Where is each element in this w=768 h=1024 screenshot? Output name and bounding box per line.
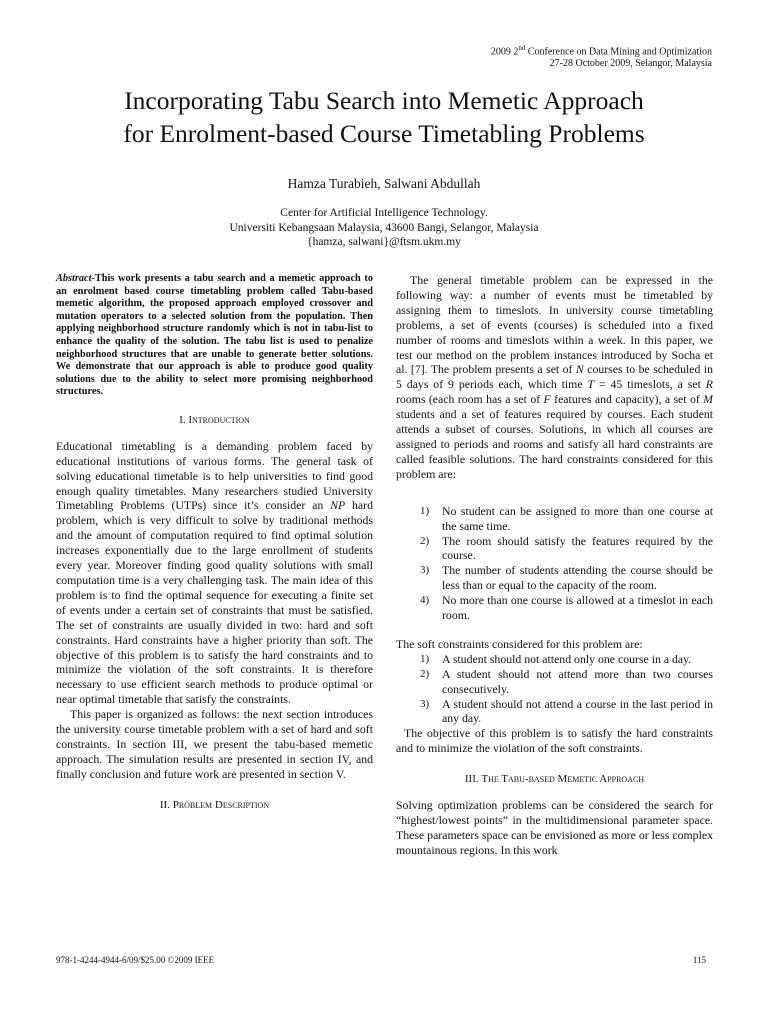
abstract-text: This work presents a tabu search and a memetic approach to an enrolment based course timetabling problem called Tabu-based memetic algorithm, the proposed approach employed crossover and mutation operators to a selected solution from the population. Then applying neighborhood structure randomly which is not in tabu-list to enhance the quality of the solution. The tabu list is used to penalize neighborhood structures that are unable to generate better solutions. We demonstrate that our approach is able to produce good quality solutions due to the ability to select more promising neighborhood structures. — [56, 273, 373, 398]
section-heading-problem-description: II. Problem Description — [159, 798, 270, 811]
list-item: 4) No more than one course is allowed at a timeslot in each room. — [420, 593, 713, 623]
authors: Hamza Turabieh, Salwani Abdullah — [287, 176, 481, 191]
paper-title — [40, 84, 728, 150]
list-item: 1) No student can be assigned to more than one course at the same time. — [420, 503, 713, 533]
affiliation-line-2: Universiti Kebangsaan Malaysia, 43600 Bangi, Selangor, Malaysia — [229, 221, 539, 234]
list-item: 1) A student should not attend only one course in a day. — [420, 651, 692, 666]
section-heading-tabu-memetic: III. The Tabu-based Memetic Approach — [464, 773, 645, 786]
left-column — [56, 273, 373, 824]
section-heading-introduction: I. Introduction — [179, 413, 250, 426]
conference-dates: 27-28 October 2009, Selangor, Malaysia — [549, 58, 712, 70]
affiliation-email: {hamza, salwani}@ftsm.ukm.my — [307, 236, 461, 248]
soft-constraints-list — [396, 652, 713, 727]
list-item: 3) A student should not attend a course in the last period in any day. — [420, 696, 713, 726]
list-item: 2) The room should satisfy the features required by the course. — [420, 533, 713, 563]
conference-header — [491, 42, 712, 70]
soft-constraints-intro: The soft constraints considered for this problem are: — [396, 636, 643, 651]
abstract-label: Abstract- — [56, 273, 95, 284]
list-item: 2) A student should not attend more than two courses consecutively. — [420, 666, 713, 696]
section3-paragraph: Solving optimization problems can be considered the search for “highest/lowest points” in the multidimensional parameter space. These parameters space can be envisioned as more or less complex mountainous regions. In this work — [396, 798, 713, 857]
hard-constraints-list — [396, 504, 713, 623]
problem-paragraph: The general timetable problem can be expressed in the following way: a number of events must be timetabled by assigning them to timeslots. In university course timetabling problems, a set of events (courses) is scheduled into a fixed number of rooms and timeslots within a week. In this paper, we test our method on the problem instances introduced by Socha et al. [7]. The problem presents a set of N courses to be scheduled in 5 days of 9 periods each, which time T = 45 timeslots, a set R rooms (each room has a set of F features and capacity), a set of M students and a set of features required by courses. Each student attends a subset of courses. Solutions, in which all courses are assigned to periods and rooms and satisfy all hard constraints are called feasible solutions. The hard constraints considered for this problem are: — [396, 273, 713, 481]
right-column — [396, 273, 713, 858]
title-line-1: Incorporating Tabu Search into Memetic Approach — [124, 86, 644, 115]
affiliation — [0, 206, 768, 250]
intro-paragraph-1: Educational timetabling is a demanding problem faced by educational institutions of various forms. The general task of solving educational timetable is to help universities to find good enough quality timetables. Many researchers studied University Timetabling Problems (UTPs) since it’s consider an NP hard problem, which is very difficult to solve by traditional methods and the amount of computation required to find optimal solution increases exponentially due to the large enrollment of students every year. Moreover finding good quality solutions with small computation time is a very challenging task. The main idea of this problem is to find the optimal sequence for executing a finite set of events under a certain set of constraints that must be satisfied. The set of constraints are usually divided in two: hard and soft constraints. Hard constraints have a higher priority than soft. The objective of this problem is to satisfy the hard constraints and to minimize the violation of the soft constraints. It is therefore necessary to use efficient search methods to produce optimal or near optimal timetable that satisfy the constraints. — [56, 438, 373, 707]
footer-isbn: 978-1-4244-4944-6/09/$25.00 ©2009 IEEE — [56, 955, 215, 965]
conference-name: 2009 2nd Conference on Data Mining and Optimization — [490, 44, 712, 58]
objective-paragraph: The objective of this problem is to satisfy the hard constraints and to minimize the violation of the soft constraints. — [396, 726, 713, 756]
title-line-2: for Enrolment-based Course Timetabling Problems — [123, 119, 645, 148]
intro-paragraph-2: This paper is organized as follows: the next section introduces the university course timetable problem with a set of hard and soft constraints. In section III, we present the tabu-based memetic approach. The simulation results are presented in section IV, and finally conclusion and future work are presented in section V. — [56, 707, 373, 781]
page-number: 115 — [692, 955, 706, 965]
affiliation-line-1: Center for Artificial Intelligence Technology. — [280, 207, 488, 219]
abstract — [56, 273, 373, 399]
list-item: 3) The number of students attending the course should be less than or equal to the capacity of the room. — [420, 563, 713, 593]
